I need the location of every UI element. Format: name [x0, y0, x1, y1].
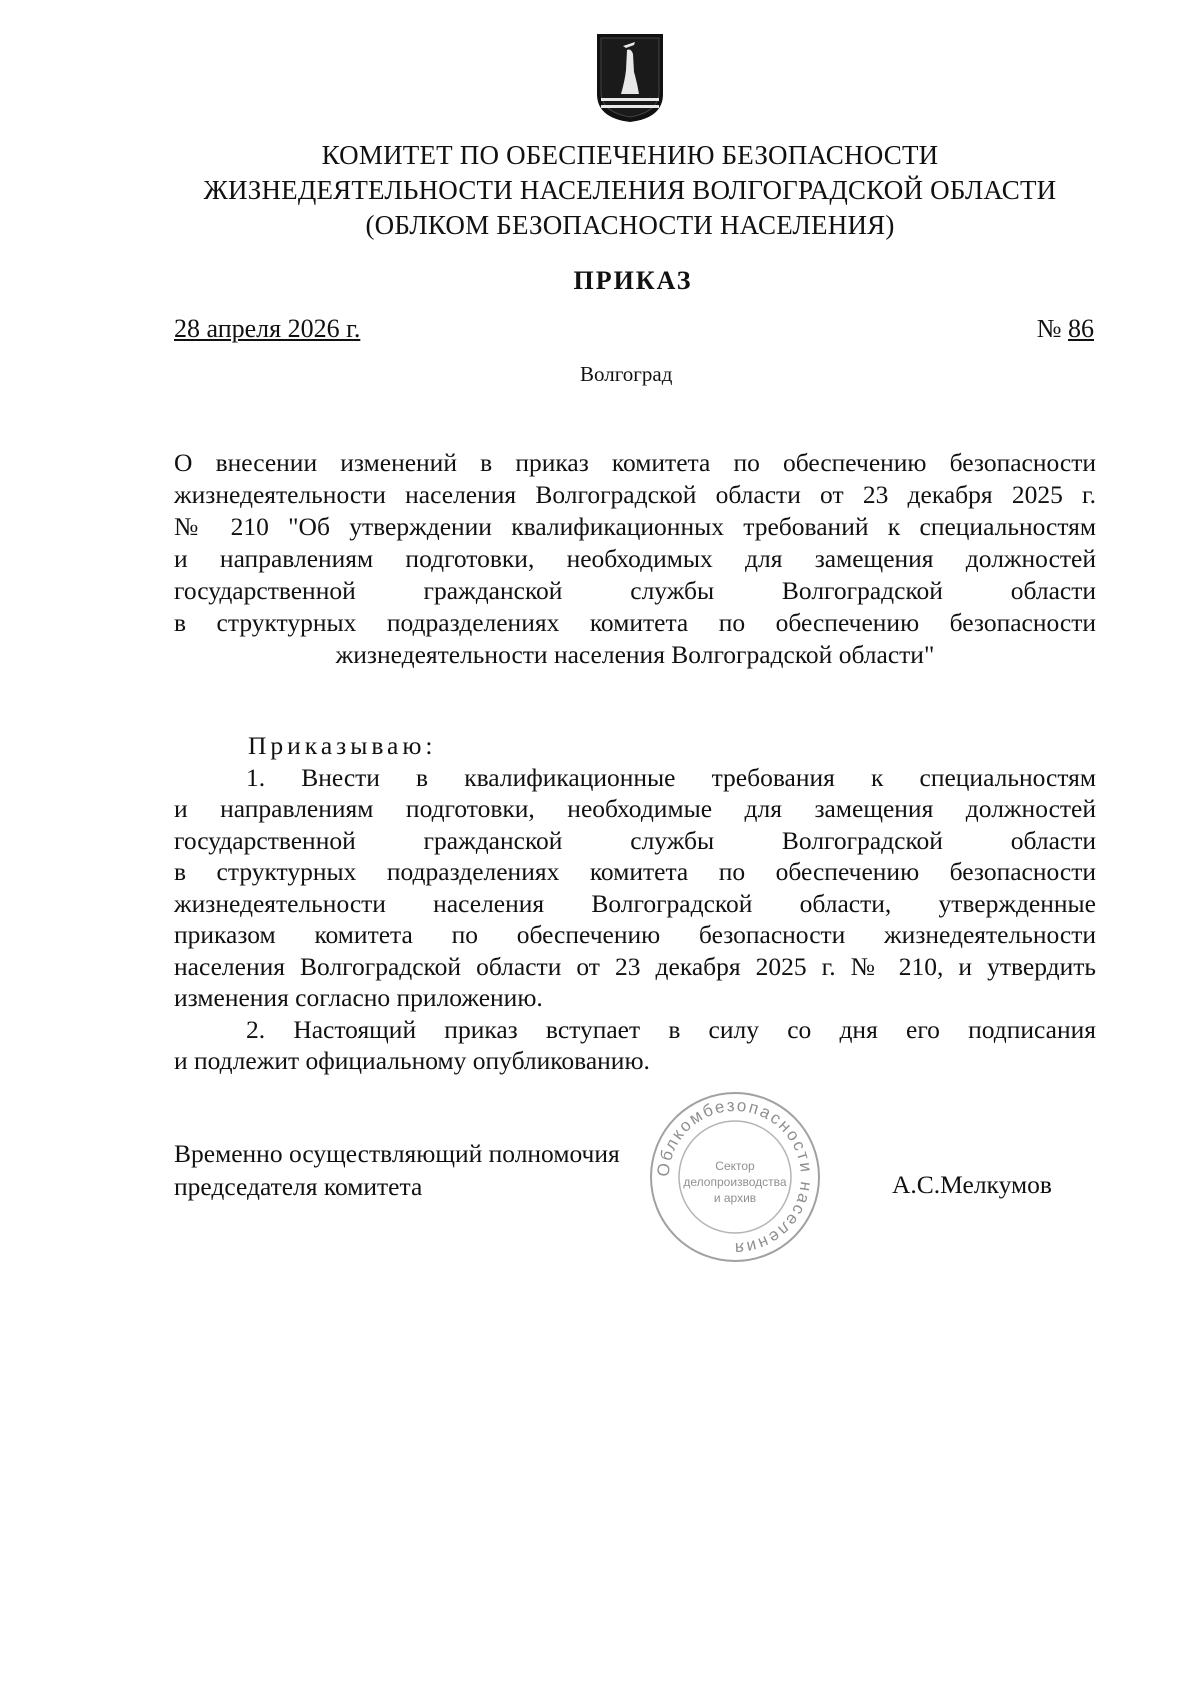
- document-body: [174, 730, 1096, 1077]
- item1-line: изменения согласно приложению.: [174, 983, 543, 1012]
- item1-line: приказом комитета по обеспечению безопасности жизнедеятельности: [174, 920, 1096, 949]
- document-city: Волгоград: [580, 362, 673, 386]
- document-subject: [174, 447, 1096, 671]
- document-date: 28 апреля 2026 г.: [174, 314, 361, 343]
- subject-line: в структурных подразделениях комитета по обеспечению безопасности: [174, 608, 1096, 637]
- stamp-center-line: делопроизводства: [683, 1175, 787, 1189]
- official-stamp-icon: [646, 1088, 824, 1266]
- organization-name: [150, 138, 1110, 243]
- item2-line: 2. Настоящий приказ вступает в силу со дня его подписания: [246, 1014, 1096, 1044]
- number-prefix: №: [1036, 314, 1062, 343]
- stamp-ring-text: Облкомбезопасности населения: [653, 1095, 817, 1259]
- subject-line: и направлениям подготовки, необходимых для замещения должностей: [174, 544, 1096, 573]
- item2-line: и подлежит официальному опубликованию.: [174, 1046, 650, 1075]
- item1-line: 1. Внести в квалификационные требования к специальностям: [246, 762, 1096, 792]
- subject-line: жизнедеятельности населения Волгоградской области": [335, 640, 935, 669]
- position-line: председателя комитета: [174, 1172, 423, 1201]
- order-verb: Приказываю:: [248, 731, 437, 760]
- signatory-position: [174, 1137, 620, 1203]
- subject-line: О внесении изменений в приказ комитета по обеспечению безопасности: [174, 448, 1096, 477]
- item1-line: жизнедеятельности населения Волгоградской области, утвержденные: [174, 888, 1096, 918]
- subject-line: жизнедеятельности населения Волгоградской области от 23 декабря 2025 г.: [174, 480, 1096, 509]
- volgograd-emblem-icon: [593, 32, 667, 124]
- subject-line: № 210 "Об утверждении квалификационных требований к специальностям: [174, 512, 1096, 541]
- org-line: ЖИЗНЕДЕЯТЕЛЬНОСТИ НАСЕЛЕНИЯ ВОЛГОГРАДСКОЙ ОБЛАСТИ: [203, 175, 1057, 205]
- org-line: (ОБЛКОМ БЕЗОПАСНОСТИ НАСЕЛЕНИЯ): [365, 210, 895, 240]
- item1-line: в структурных подразделениях комитета по обеспечению безопасности: [174, 857, 1096, 886]
- item1-line: государственной гражданской службы Волгоградской области: [174, 825, 1096, 855]
- document-type-title: ПРИКАЗ: [573, 266, 693, 295]
- item1-line: и направлениям подготовки, необходимые для замещения должностей: [174, 794, 1096, 823]
- stamp-center-line: Сектор: [715, 1159, 755, 1173]
- subject-line: государственной гражданской службы Волгоградской области: [174, 576, 1096, 605]
- number-value: 86: [1068, 314, 1094, 343]
- item1-line: населения Волгоградской области от 23 декабря 2025 г. № 210, и утвердить: [174, 951, 1096, 981]
- signatory-name: А.С.Мелкумов: [892, 1170, 1052, 1199]
- org-line: КОМИТЕТ ПО ОБЕСПЕЧЕНИЮ БЕЗОПАСНОСТИ: [321, 140, 939, 170]
- stamp-center-line: и архив: [713, 1191, 757, 1205]
- position-line: Временно осуществляющий полномочия: [174, 1139, 620, 1168]
- document-number: [1037, 314, 1094, 344]
